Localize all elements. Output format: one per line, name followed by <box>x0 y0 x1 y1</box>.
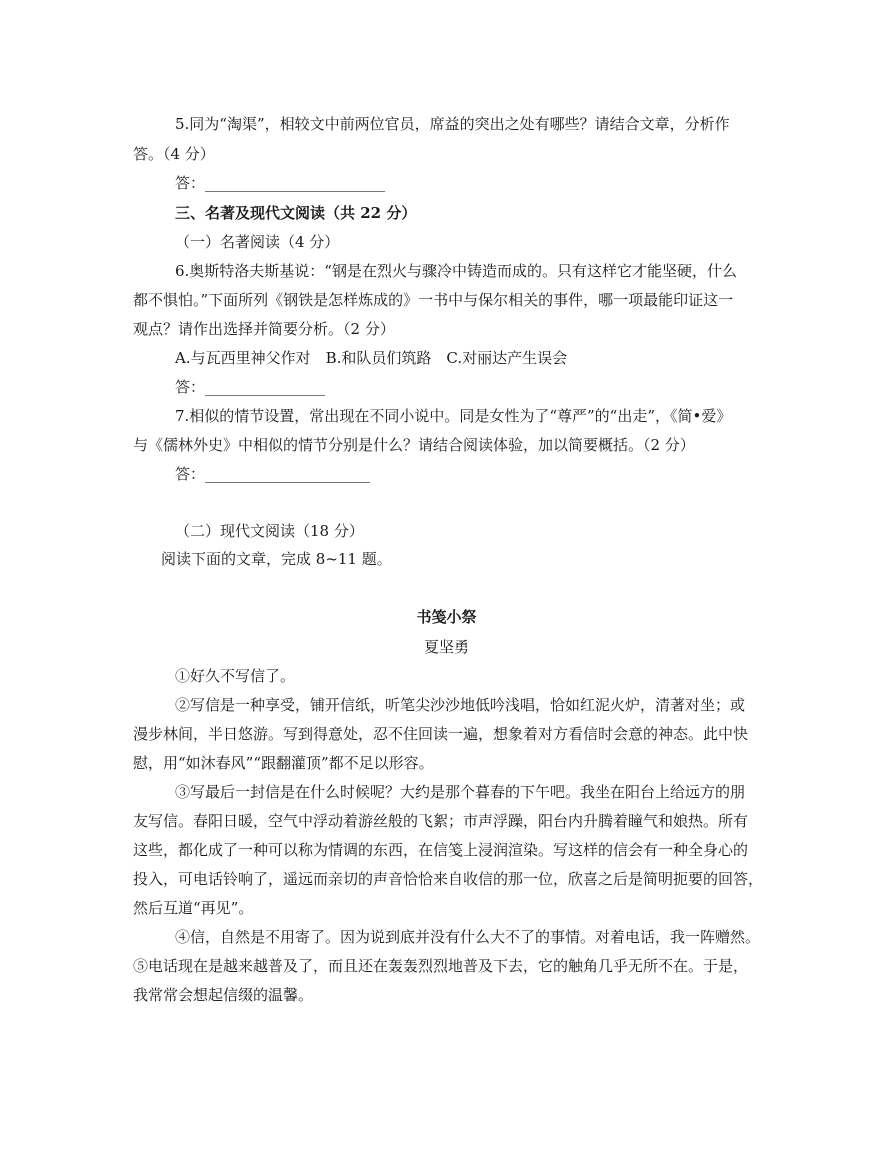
part2-instruction: 阅读下面的文章，完成 8~11 题。 <box>161 550 392 568</box>
q6-line2: 都不惧怕。”下面所列《钢铁是怎样炼成的》一书中与保尔相关的事件，哪一项最能印证这一 <box>133 291 734 309</box>
essay-paragraph-5-line2: 我常常会想起信缀的温馨。 <box>133 986 314 1004</box>
essay-paragraph-3-line5: 然后互道“再见”。 <box>133 899 254 917</box>
essay-paragraph-3-line2: 友写信。春阳日暖，空气中浮动着游丝般的飞絮；市声浮躁，阳台内升腾着瞳气和娘热。所有 <box>133 812 749 830</box>
part2-heading: （二）现代文阅读（18 分） <box>175 522 364 540</box>
essay-author: 夏坚勇 <box>423 638 469 656</box>
q7-line1: 7.相似的情节设置，常出现在不同小说中。同是女性为了“尊严”的“出走”，《简•爱》 <box>175 407 732 425</box>
q5-answer-line: 答：________________________ <box>175 174 386 192</box>
essay-paragraph-3-line3: 这些，都化成了一种可以称为情调的东西，在信笺上浸润渲染。写这样的信会有一种全身心的 <box>133 841 749 859</box>
essay-paragraph-3-line1: ③写最后一封信是在什么时候呢？大约是那个暮春的下午吧。我坐在阳台上给远方的朋 <box>175 783 746 801</box>
essay-paragraph-4: ④信，自然是不用寄了。因为说到底并没有什么大不了的事情。对着电话，我一阵赠然。 <box>175 928 761 946</box>
q7-line2: 与《儒林外史》中相似的情节分别是什么？请结合阅读体验，加以简要概括。（2 分） <box>133 436 695 454</box>
essay-paragraph-3-line4: 投入，可电话铃响了，遥远而亲切的声音恰恰来自收信的那一位，欣喜之后是简明扼要的回答， <box>133 870 764 888</box>
q7-answer-line: 答：______________________ <box>175 465 371 483</box>
essay-title: 书笺小祭 <box>416 608 477 626</box>
q5-line2: 答。（4 分） <box>133 145 215 163</box>
q6-line3: 观点？请作出选择并简要分析。（2 分） <box>133 320 395 338</box>
essay-paragraph-5-line1: ⑤电话现在是越来越普及了，而且还在轰轰烈烈地普及下去，它的触角几乎无所不在。于是， <box>133 957 749 975</box>
part1-heading: （一）名著阅读（4 分） <box>175 233 340 251</box>
q5-line1: 5.同为“淘渠”，相较文中前两位官员，席益的突出之处有哪些？请结合文章，分析作 <box>175 115 730 133</box>
essay-paragraph-1: ①好久不写信了。 <box>175 667 296 685</box>
essay-paragraph-2-line2: 漫步林间，半日悠游。写到得意处，忍不住回读一遍，想象着对方看信时会意的神态。此中快 <box>133 725 749 743</box>
essay-paragraph-2-line1: ②写信是一种享受，铺开信纸，听笔尖沙沙地低吟浅唱，恰如红泥火炉，清著对坐；或 <box>175 696 746 714</box>
q6-answer-line: 答：________________ <box>175 378 326 396</box>
section3-heading: 三、名著及现代文阅读（共 22 分） <box>175 204 417 222</box>
essay-paragraph-2-line3: 慰，用“如沐春风”“跟翻灌顶”都不足以形容。 <box>133 754 434 772</box>
q6-line1: 6.奥斯特洛夫斯基说：“钢是在烈火与骤冷中铸造而成的。只有这样它才能坚硬，什么 <box>175 262 737 280</box>
q6-options: A.与瓦西里神父作对 B.和队员们筑路 C.对丽达产生误会 <box>175 349 568 367</box>
